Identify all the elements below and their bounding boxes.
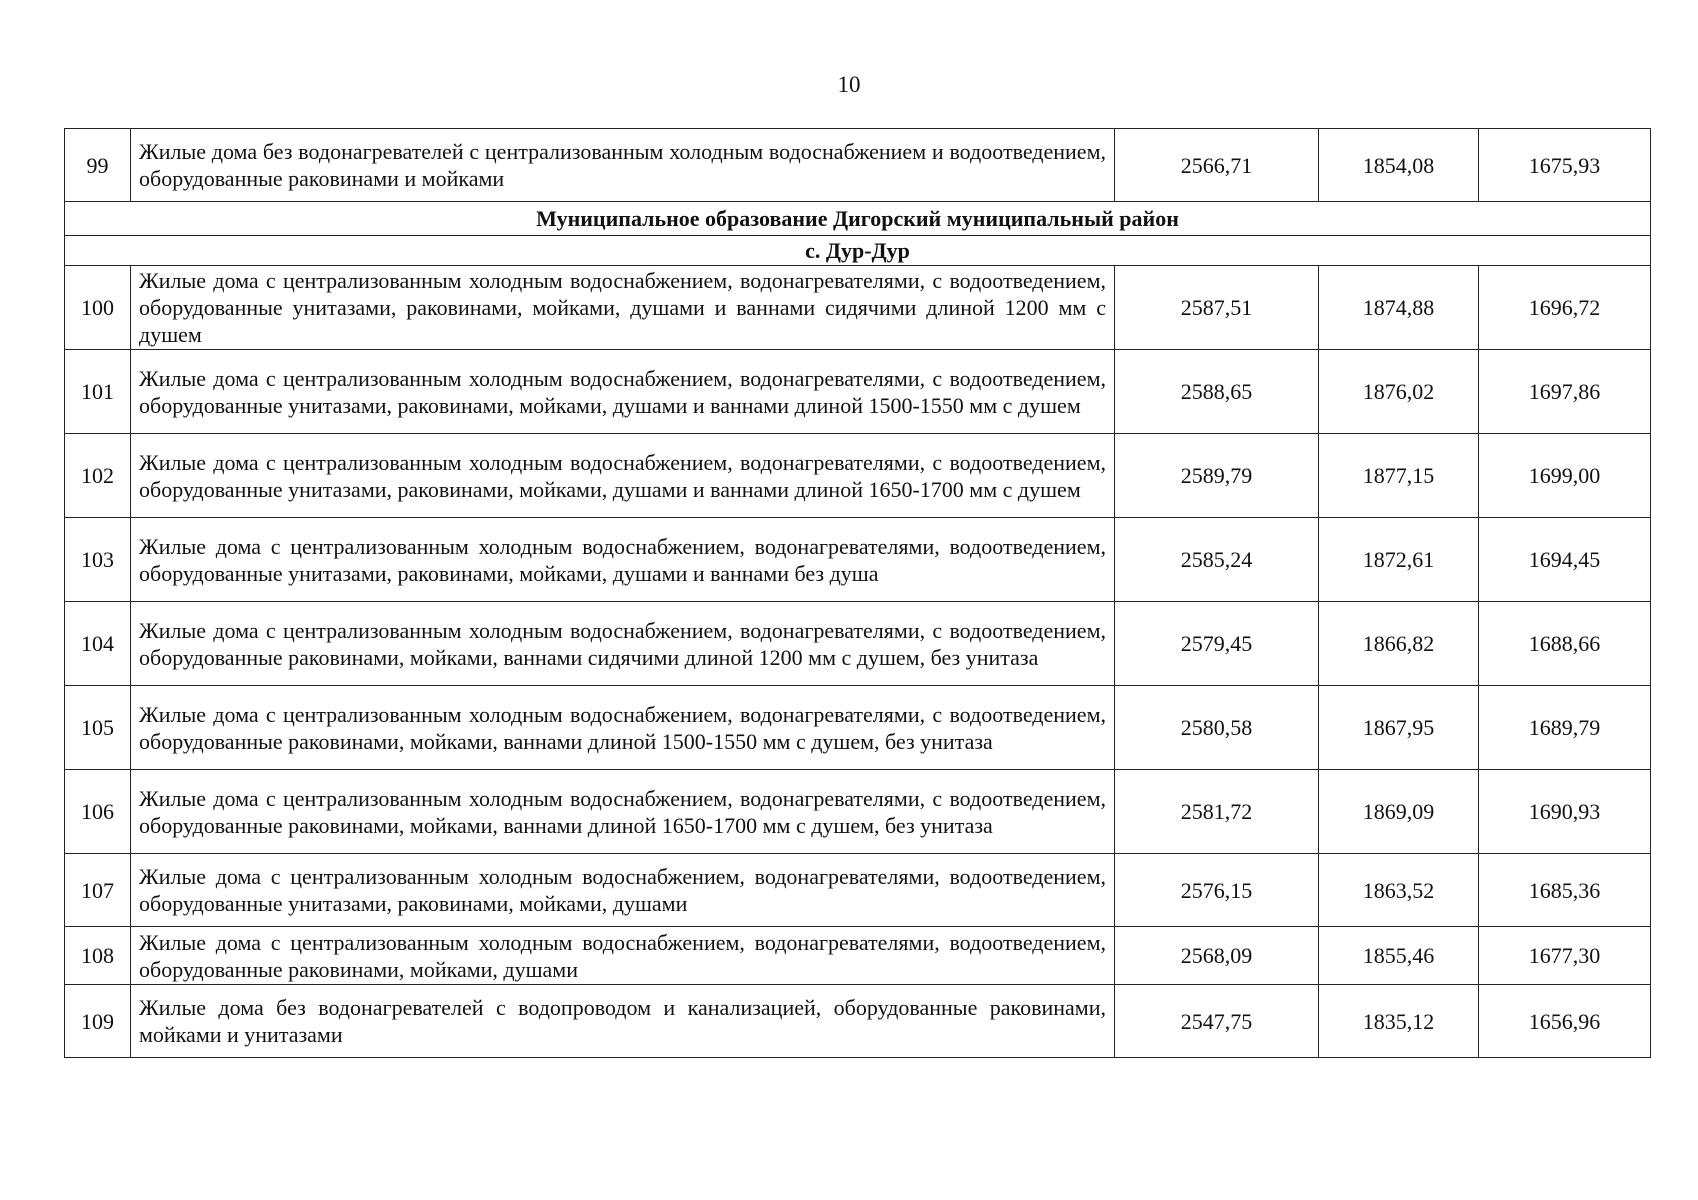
- row-value-3: 1685,36: [1479, 854, 1651, 927]
- row-number: 99: [65, 129, 131, 202]
- row-value-3: 1696,72: [1479, 266, 1651, 350]
- table-row: [65, 686, 1651, 770]
- row-description: Жилые дома без водонагревателей с централизованным холодным водоснабжением и водоотведением, оборудованные раковинами и мойками: [131, 129, 1115, 202]
- row-value-2: 1863,52: [1319, 854, 1479, 927]
- row-value-2: 1876,02: [1319, 350, 1479, 434]
- row-number: 102: [65, 434, 131, 518]
- section-district-title: Муниципальное образование Дигорский муниципальный район: [65, 202, 1651, 236]
- row-number: 109: [65, 985, 131, 1058]
- row-description: Жилые дома с централизованным холодным водоснабжением, водонагревателями, водоотведением, оборудованные унитазами, раковинами, мойками, душами: [131, 854, 1115, 927]
- row-value-2: 1835,12: [1319, 985, 1479, 1058]
- table-row: [65, 985, 1651, 1058]
- row-number: 108: [65, 927, 131, 985]
- row-value-3: 1694,45: [1479, 518, 1651, 602]
- row-value-3: 1656,96: [1479, 985, 1651, 1058]
- row-value-3: 1699,00: [1479, 434, 1651, 518]
- row-value-2: 1867,95: [1319, 686, 1479, 770]
- tariff-table: [64, 128, 1651, 1058]
- row-value-2: 1855,46: [1319, 927, 1479, 985]
- row-number: 104: [65, 602, 131, 686]
- row-description: Жилые дома без водонагревателей с водопроводом и канализацией, оборудованные раковинами, мойками и унитазами: [131, 985, 1115, 1058]
- row-description: Жилые дома с централизованным холодным водоснабжением, водонагревателями, водоотведением, оборудованные унитазами, раковинами, мойками, душами и ваннами без душа: [131, 518, 1115, 602]
- row-number: 101: [65, 350, 131, 434]
- row-value-2: 1877,15: [1319, 434, 1479, 518]
- section-subheader-row: [65, 236, 1651, 266]
- row-value-1: 2581,72: [1115, 770, 1319, 854]
- row-number: 106: [65, 770, 131, 854]
- row-number: 105: [65, 686, 131, 770]
- row-description: Жилые дома с централизованным холодным водоснабжением, водонагревателями, с водоотведением, оборудованные раковинами, мойками, ваннами длиной 1650-1700 мм с душем, без унитаза: [131, 770, 1115, 854]
- row-value-1: 2585,24: [1115, 518, 1319, 602]
- row-value-1: 2588,65: [1115, 350, 1319, 434]
- row-value-2: 1866,82: [1319, 602, 1479, 686]
- table-row: [65, 434, 1651, 518]
- row-value-1: 2579,45: [1115, 602, 1319, 686]
- table-row: [65, 350, 1651, 434]
- row-value-3: 1689,79: [1479, 686, 1651, 770]
- section-village-title: с. Дур-Дур: [65, 236, 1651, 266]
- row-value-3: 1677,30: [1479, 927, 1651, 985]
- page-number: 10: [837, 72, 861, 97]
- row-value-2: 1874,88: [1319, 266, 1479, 350]
- table-row: [65, 854, 1651, 927]
- row-value-2: 1869,09: [1319, 770, 1479, 854]
- row-description: Жилые дома с централизованным холодным водоснабжением, водонагревателями, с водоотведением, оборудованные унитазами, раковинами, мойками, душами и ваннами сидячими длиной 1200 мм с душем: [131, 266, 1115, 350]
- row-number: 103: [65, 518, 131, 602]
- section-header-row: [65, 202, 1651, 236]
- row-value-2: 1872,61: [1319, 518, 1479, 602]
- row-value-3: 1697,86: [1479, 350, 1651, 434]
- row-value-1: 2576,15: [1115, 854, 1319, 927]
- row-description: Жилые дома с централизованным холодным водоснабжением, водонагревателями, с водоотведением, оборудованные унитазами, раковинами, мойками, душами и ваннами длиной 1650-1700 мм с душем: [131, 434, 1115, 518]
- row-number: 100: [65, 266, 131, 350]
- row-value-1: 2587,51: [1115, 266, 1319, 350]
- row-description: Жилые дома с централизованным холодным водоснабжением, водонагревателями, с водоотведением, оборудованные унитазами, раковинами, мойками, душами и ваннами длиной 1500-1550 мм с душем: [131, 350, 1115, 434]
- table-row: [65, 927, 1651, 985]
- row-description: Жилые дома с централизованным холодным водоснабжением, водонагревателями, водоотведением, оборудованные раковинами, мойками, душами: [131, 927, 1115, 985]
- row-description: Жилые дома с централизованным холодным водоснабжением, водонагревателями, с водоотведением, оборудованные раковинами, мойками, ваннами сидячими длиной 1200 мм с душем, без унитаза: [131, 602, 1115, 686]
- row-value-1: 2566,71: [1115, 129, 1319, 202]
- row-value-1: 2568,09: [1115, 927, 1319, 985]
- row-value-3: 1675,93: [1479, 129, 1651, 202]
- row-value-2: 1854,08: [1319, 129, 1479, 202]
- row-value-1: 2589,79: [1115, 434, 1319, 518]
- row-value-1: 2580,58: [1115, 686, 1319, 770]
- row-value-1: 2547,75: [1115, 985, 1319, 1058]
- row-number: 107: [65, 854, 131, 927]
- table-row: [65, 770, 1651, 854]
- table-row: [65, 518, 1651, 602]
- table-row: [65, 129, 1651, 202]
- row-description: Жилые дома с централизованным холодным водоснабжением, водонагревателями, с водоотведением, оборудованные раковинами, мойками, ваннами длиной 1500-1550 мм с душем, без унитаза: [131, 686, 1115, 770]
- row-value-3: 1688,66: [1479, 602, 1651, 686]
- table-row: [65, 602, 1651, 686]
- table-row: [65, 266, 1651, 350]
- row-value-3: 1690,93: [1479, 770, 1651, 854]
